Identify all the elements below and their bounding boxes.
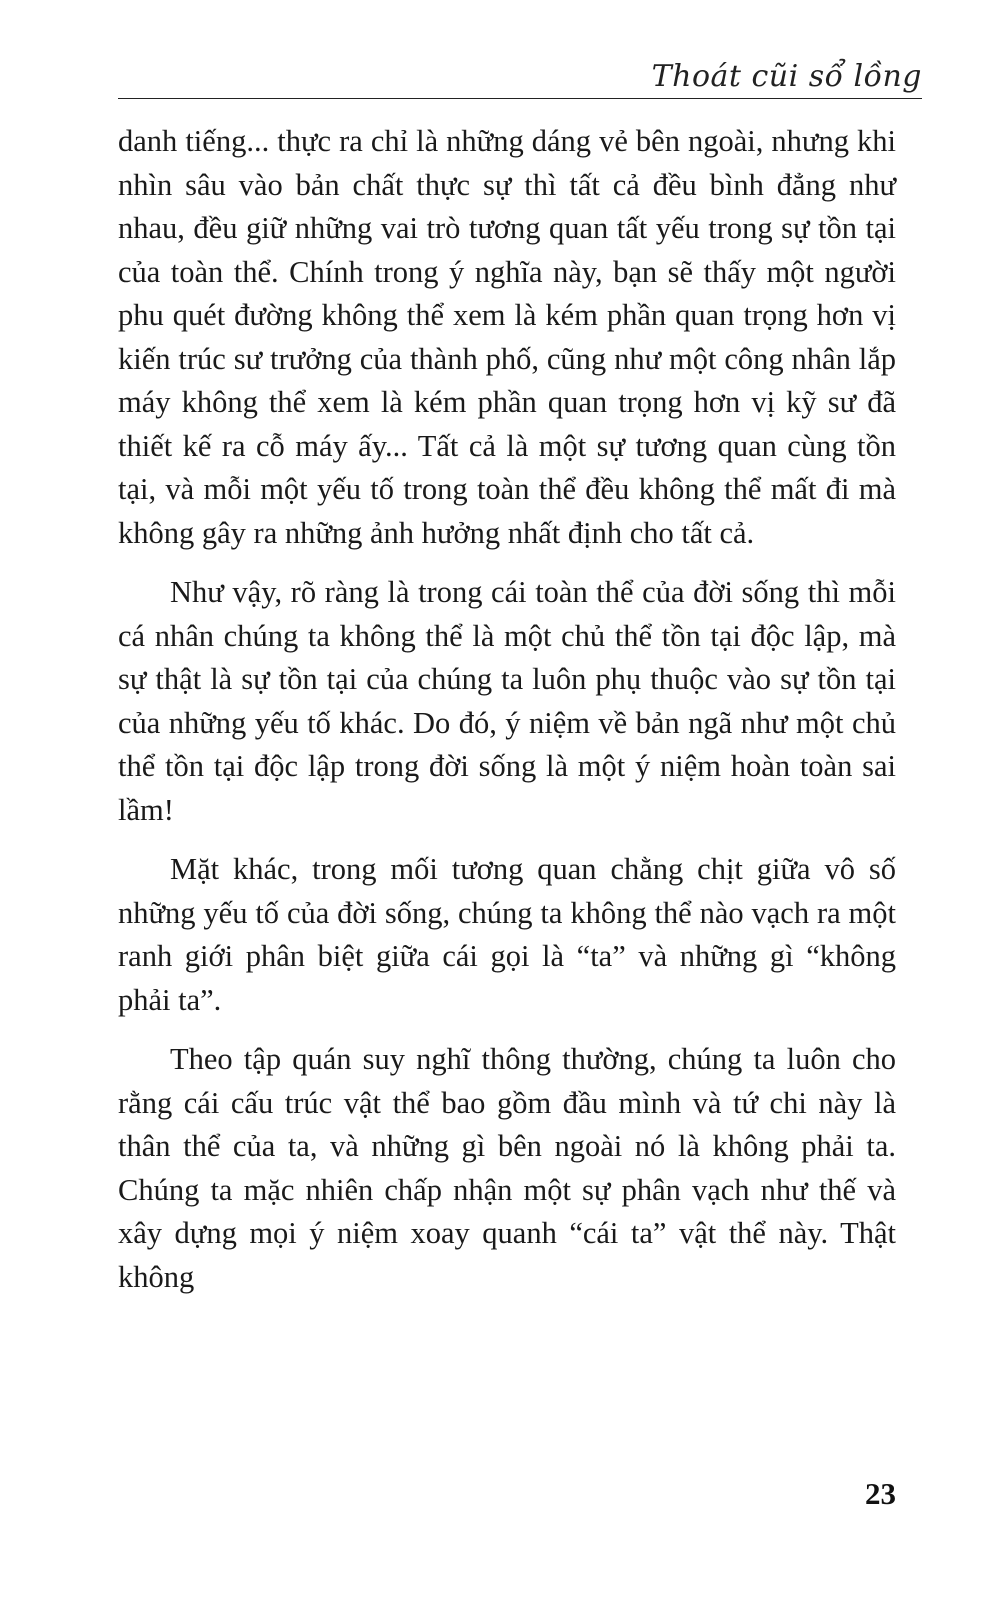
paragraph: Theo tập quán suy nghĩ thông thường, chúng ta luôn cho rằng cái cấu trúc vật thể bao gồm đầu mình và tứ chi này là thân thể của ta, và những gì bên ngoài nó là không phải ta. Chúng ta mặc nhiên chấp nhận một sự phân vạch như thế và xây dựng mọi ý niệm xoay quanh “cái ta” vật thể này. Thật không	[118, 1042, 896, 1294]
paragraph-continued: danh tiếng... thực ra chỉ là những dáng vẻ bên ngoài, nhưng khi nhìn sâu vào bản chất thực sự thì tất cả đều bình đẳng như nhau, đều giữ những vai trò tương quan tất yếu trong sự tồn tại của toàn thể. Chính trong ý nghĩa này, bạn sẽ thấy một người phu quét đường không thể xem là kém phần quan trọng hơn vị kiến trúc sư trưởng của thành phố, cũng như một công nhân lắp máy không thể xem là kém phần quan trọng hơn vị kỹ sư đã thiết kế ra cỗ máy ấy... Tất cả là một sự tương quan cùng tồn tại, và mỗi một yếu tố trong toàn thể đều không thể mất đi mà không gây ra những ảnh hưởng nhất định cho tất cả.	[118, 124, 896, 550]
body-text	[118, 120, 896, 1315]
page-number: 23	[865, 1476, 896, 1511]
paragraph: Mặt khác, trong mối tương quan chằng chịt giữa vô số những yếu tố của đời sống, chúng ta không thể nào vạch ra một ranh giới phân biệt giữa cái gọi là “ta” và những gì “không phải ta”.	[118, 852, 896, 1017]
paragraph: Như vậy, rõ ràng là trong cái toàn thể của đời sống thì mỗi cá nhân chúng ta không thể là một chủ thể tồn tại độc lập, mà sự thật là sự tồn tại của chúng ta luôn phụ thuộc vào sự tồn tại của những yếu tố khác. Do đó, ý niệm về bản ngã như một chủ thể tồn tại độc lập trong đời sống là một ý niệm hoàn toàn sai lầm!	[118, 575, 896, 827]
running-header	[118, 56, 922, 99]
book-title: Thoát cũi sổ lồng	[651, 59, 922, 94]
